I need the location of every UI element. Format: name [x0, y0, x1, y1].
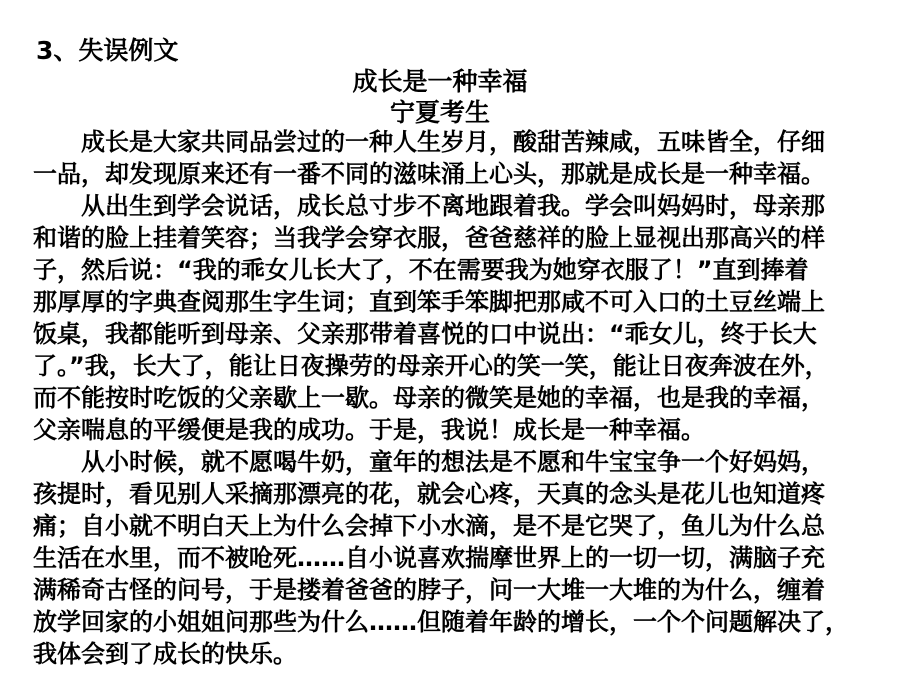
essay-line: 孩提时，看见别人采摘那漂亮的花，就会心疼，天真的念头是花儿也知道疼	[33, 480, 825, 508]
essay-line: 饭桌，我都能听到母亲、父亲那带着喜悦的口中说出：“乖女儿，终于长大	[33, 320, 817, 348]
essay-line: 和谐的脸上挂着笑容；当我学会穿衣服，爸爸慈祥的脸上显视出那高兴的样	[33, 224, 825, 252]
essay-line: 我体会到了成长的快乐。	[33, 640, 297, 668]
essay-line: 一品，却发现原来还有一番不同的滋味涌上心头，那就是成长是一种幸福。	[33, 160, 825, 188]
essay-author: 宁夏考生	[389, 98, 490, 127]
section-heading: 3、失误例文	[36, 36, 179, 65]
essay-title: 成长是一种幸福	[352, 67, 528, 96]
essay-line: 放学回家的小姐姐问那些为什么……但随着年龄的增长，一个个问题解决了，	[33, 608, 849, 636]
essay-line: 而不能按时吃饭的父亲歇上一歇。母亲的微笑是她的幸福，也是我的幸福，	[33, 384, 825, 412]
essay-line: 那厚厚的字典查阅那生字生词；直到笨手笨脚把那咸不可入口的土豆丝端上	[33, 288, 825, 316]
essay-line: 从小时候，就不愿喝牛奶，童年的想法是不愿和牛宝宝争一个好妈妈，	[33, 448, 825, 476]
essay-line: 生活在水里，而不被呛死……自小说喜欢揣摩世界上的一切一切，满脑子充	[33, 544, 825, 572]
essay-line: 父亲喘息的平缓便是我的成功。于是，我说！成长是一种幸福。	[33, 416, 705, 444]
essay-line: 子，然后说：“我的乖女儿长大了，不在需要我为她穿衣服了！”直到捧着	[33, 256, 809, 284]
essay-line: 成长是大家共同品尝过的一种人生岁月，酸甜苦辣咸，五味皆全，仔细	[33, 128, 825, 156]
essay-line: 从出生到学会说话，成长总寸步不离地跟着我。学会叫妈妈时，母亲那	[33, 192, 825, 220]
essay-line: 满稀奇古怪的问号，于是搂着爸爸的脖子，问一大堆一大堆的为什么，缠着	[33, 576, 825, 604]
essay-line: 了。”我，长大了，能让日夜操劳的母亲开心的笑一笑，能让日夜奔波在外，	[33, 352, 829, 380]
essay-line: 痛；自小就不明白天上为什么会掉下小水滴，是不是它哭了，鱼儿为什么总	[33, 512, 825, 540]
